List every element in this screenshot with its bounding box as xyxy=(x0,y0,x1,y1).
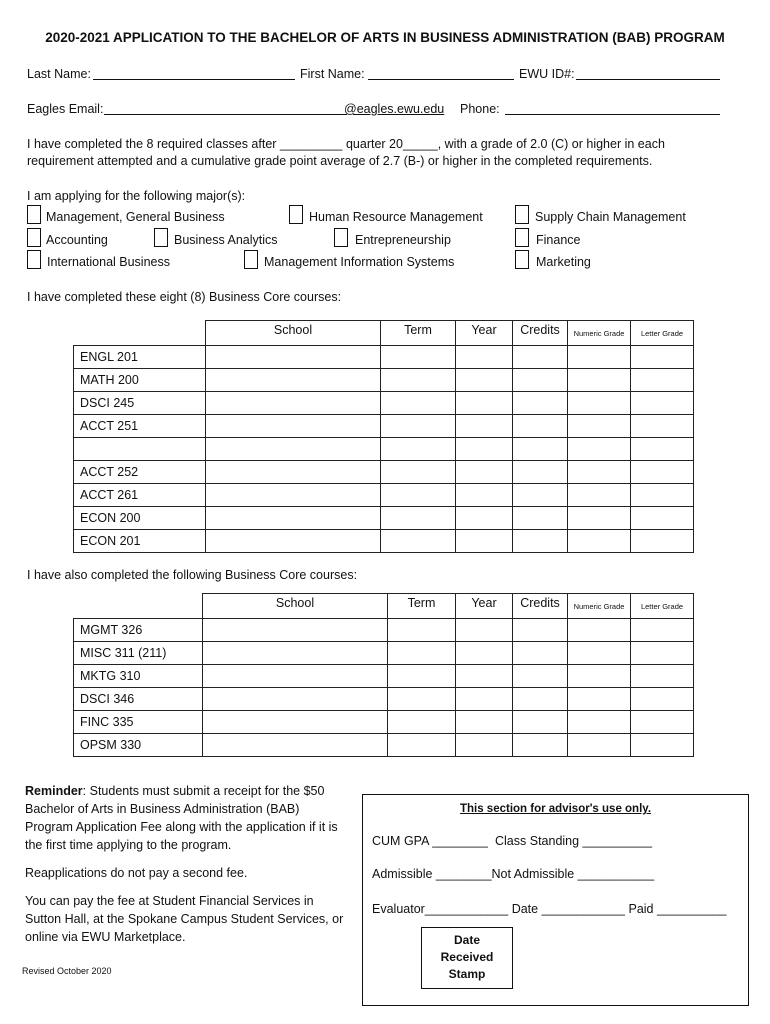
also-courses-table xyxy=(73,593,694,757)
term-cell[interactable] xyxy=(388,688,456,711)
major-label: Management, General Business xyxy=(46,210,225,224)
checkbox-accounting[interactable] xyxy=(27,228,41,247)
term-cell[interactable] xyxy=(381,369,456,392)
table-corner xyxy=(74,321,206,346)
school-cell[interactable] xyxy=(203,619,388,642)
table-row xyxy=(74,688,694,711)
col-credits: Credits xyxy=(513,594,568,619)
numeric-grade-cell[interactable] xyxy=(568,711,631,734)
year-cell[interactable] xyxy=(456,711,513,734)
term-cell[interactable] xyxy=(381,507,456,530)
table-header-row xyxy=(74,594,694,619)
table-row xyxy=(74,484,694,507)
table-header-row xyxy=(74,321,694,346)
term-cell[interactable] xyxy=(381,461,456,484)
phone-field[interactable] xyxy=(505,102,720,115)
page-title: 2020-2021 APPLICATION TO THE BACHELOR OF ARTS IN BUSINESS ADMINISTRATION (BAB) PROGRAM xyxy=(45,30,725,45)
stamp-line: Stamp xyxy=(448,967,486,981)
numeric-grade-cell[interactable] xyxy=(568,688,631,711)
school-cell[interactable] xyxy=(203,688,388,711)
year-cell[interactable] xyxy=(456,438,513,461)
major-label: Finance xyxy=(536,233,581,247)
numeric-grade-cell[interactable] xyxy=(568,665,631,688)
advisor-heading: This section for advisor's use only. xyxy=(459,803,652,815)
school-cell[interactable] xyxy=(203,665,388,688)
col-numeric-grade: Numeric Grade xyxy=(568,321,631,346)
course-code: DSCI 346 xyxy=(74,688,203,711)
term-cell[interactable] xyxy=(381,415,456,438)
school-cell[interactable] xyxy=(206,392,381,415)
course-code: OPSM 330 xyxy=(74,734,203,757)
table-row xyxy=(74,711,694,734)
checkbox-supply-chain[interactable] xyxy=(515,205,529,224)
credits-cell[interactable] xyxy=(513,688,568,711)
numeric-grade-cell[interactable] xyxy=(568,369,631,392)
stamp-line: Date xyxy=(453,933,480,947)
class-standing-field[interactable]: Class Standing __________ xyxy=(495,834,653,848)
reminder-text xyxy=(25,782,345,854)
advisor-section xyxy=(362,794,749,1006)
letter-grade-cell[interactable] xyxy=(631,688,694,711)
eagles-email-field[interactable] xyxy=(104,102,344,115)
col-year: Year xyxy=(456,594,513,619)
school-cell[interactable] xyxy=(206,415,381,438)
checkbox-management-general[interactable] xyxy=(27,205,41,224)
table-row xyxy=(74,461,694,484)
school-cell[interactable] xyxy=(206,507,381,530)
major-label: International Business xyxy=(47,255,170,269)
course-code: MKTG 310 xyxy=(74,665,203,688)
credits-cell[interactable] xyxy=(513,461,568,484)
first-name-label: First Name: xyxy=(300,67,365,81)
school-cell[interactable] xyxy=(203,711,388,734)
email-domain: @eagles.ewu.edu xyxy=(344,102,445,116)
credits-cell[interactable] xyxy=(513,711,568,734)
col-term: Term xyxy=(388,594,456,619)
table-row xyxy=(74,665,694,688)
credits-cell[interactable] xyxy=(513,346,568,369)
year-cell[interactable] xyxy=(456,665,513,688)
evaluator-date-paid-field[interactable]: Evaluator____________ Date ____________ Paid __________ xyxy=(372,902,727,916)
numeric-grade-cell[interactable] xyxy=(568,346,631,369)
checkbox-international-business[interactable] xyxy=(27,250,41,269)
term-cell[interactable] xyxy=(381,392,456,415)
letter-grade-cell[interactable] xyxy=(631,507,694,530)
col-letter-grade: Letter Grade xyxy=(631,594,694,619)
course-code: MISC 311 (211) xyxy=(74,642,203,665)
credits-cell[interactable] xyxy=(513,415,568,438)
col-year: Year xyxy=(456,321,513,346)
school-cell[interactable] xyxy=(206,346,381,369)
school-cell[interactable] xyxy=(203,642,388,665)
table-row xyxy=(74,642,694,665)
term-cell[interactable] xyxy=(381,484,456,507)
school-cell[interactable] xyxy=(206,461,381,484)
term-cell[interactable] xyxy=(388,642,456,665)
school-cell[interactable] xyxy=(203,734,388,757)
letter-grade-cell[interactable] xyxy=(631,619,694,642)
letter-grade-cell[interactable] xyxy=(631,484,694,507)
major-label: Human Resource Management xyxy=(309,210,483,224)
table-row xyxy=(74,734,694,757)
statement-line-1: I have completed the 8 required classes after _________ quarter 20_____, with a grade of 2.0 (C) or higher in each xyxy=(27,137,665,151)
ewu-id-field[interactable] xyxy=(576,67,720,80)
credits-cell[interactable] xyxy=(513,665,568,688)
course-code: ECON 201 xyxy=(74,530,206,553)
year-cell[interactable] xyxy=(456,392,513,415)
term-cell[interactable] xyxy=(388,619,456,642)
core-prompt: I have completed these eight (8) Business Core courses: xyxy=(27,290,342,304)
numeric-grade-cell[interactable] xyxy=(568,484,631,507)
table-row xyxy=(74,346,694,369)
credits-cell[interactable] xyxy=(513,619,568,642)
checkbox-business-analytics[interactable] xyxy=(154,228,168,247)
statement-line-2: requirement attempted and a cumulative grade point average of 2.7 (B-) or higher in the completed requirements. xyxy=(27,154,653,168)
school-cell[interactable] xyxy=(206,530,381,553)
school-cell[interactable] xyxy=(206,369,381,392)
credits-cell[interactable] xyxy=(513,438,568,461)
col-numeric-grade: Numeric Grade xyxy=(568,594,631,619)
reminder-label: Reminder xyxy=(25,784,83,798)
col-credits: Credits xyxy=(513,321,568,346)
numeric-grade-cell[interactable] xyxy=(568,530,631,553)
table-row xyxy=(74,369,694,392)
core-courses-table xyxy=(73,320,694,553)
checkbox-finance[interactable] xyxy=(515,228,529,247)
letter-grade-cell[interactable] xyxy=(631,369,694,392)
reminder-body: : Students must submit a receipt for the $50 Bachelor of Arts in Business Administration (BAB) Program Application Fee along with the application if it is the first time applying to the program. xyxy=(25,784,338,852)
checkbox-human-resource[interactable] xyxy=(289,205,303,224)
letter-grade-cell[interactable] xyxy=(631,711,694,734)
numeric-grade-cell[interactable] xyxy=(568,438,631,461)
year-cell[interactable] xyxy=(456,530,513,553)
checkbox-mis[interactable] xyxy=(244,250,258,269)
course-code: MATH 200 xyxy=(74,369,206,392)
table-row xyxy=(74,438,694,461)
last-name-field[interactable] xyxy=(93,67,295,80)
major-label: Accounting xyxy=(46,233,108,247)
table-corner xyxy=(74,594,203,619)
year-cell[interactable] xyxy=(456,619,513,642)
stamp-line: Received xyxy=(440,950,494,964)
letter-grade-cell[interactable] xyxy=(631,415,694,438)
majors-prompt: I am applying for the following major(s): xyxy=(27,189,246,203)
course-code: ENGL 201 xyxy=(74,346,206,369)
term-cell[interactable] xyxy=(388,665,456,688)
major-label: Marketing xyxy=(536,255,591,269)
payment-note: You can pay the fee at Student Financial Services in Sutton Hall, at the Spokane Campus Student Services, or online via EWU Marketplace. xyxy=(25,894,344,944)
reminder-block xyxy=(25,782,345,956)
school-cell[interactable] xyxy=(206,438,381,461)
letter-grade-cell[interactable] xyxy=(631,392,694,415)
credits-cell[interactable] xyxy=(513,392,568,415)
date-received-stamp-box xyxy=(421,927,513,989)
credits-cell[interactable] xyxy=(513,642,568,665)
table-row xyxy=(74,415,694,438)
phone-label: Phone: xyxy=(460,102,500,116)
term-cell[interactable] xyxy=(381,530,456,553)
letter-grade-cell[interactable] xyxy=(631,665,694,688)
letter-grade-cell[interactable] xyxy=(631,734,694,757)
credits-cell[interactable] xyxy=(513,734,568,757)
term-cell[interactable] xyxy=(388,711,456,734)
col-letter-grade: Letter Grade xyxy=(631,321,694,346)
col-term: Term xyxy=(381,321,456,346)
year-cell[interactable] xyxy=(456,346,513,369)
table-row xyxy=(74,619,694,642)
credits-cell[interactable] xyxy=(513,530,568,553)
year-cell[interactable] xyxy=(456,507,513,530)
major-label: Business Analytics xyxy=(174,233,278,247)
course-code: ACCT 252 xyxy=(74,461,206,484)
year-cell[interactable] xyxy=(456,642,513,665)
term-cell[interactable] xyxy=(388,734,456,757)
credits-cell[interactable] xyxy=(513,369,568,392)
course-code xyxy=(74,438,206,461)
letter-grade-cell[interactable] xyxy=(631,530,694,553)
letter-grade-cell[interactable] xyxy=(631,461,694,484)
course-code: DSCI 245 xyxy=(74,392,206,415)
numeric-grade-cell[interactable] xyxy=(568,619,631,642)
checkbox-entrepreneurship[interactable] xyxy=(334,228,348,247)
col-school: School xyxy=(203,594,388,619)
letter-grade-cell[interactable] xyxy=(631,642,694,665)
course-code: FINC 335 xyxy=(74,711,203,734)
term-cell[interactable] xyxy=(381,438,456,461)
eagles-email-label: Eagles Email: xyxy=(27,102,104,116)
year-cell[interactable] xyxy=(456,369,513,392)
credits-cell[interactable] xyxy=(513,484,568,507)
letter-grade-cell[interactable] xyxy=(631,438,694,461)
numeric-grade-cell[interactable] xyxy=(568,415,631,438)
term-cell[interactable] xyxy=(381,346,456,369)
col-school: School xyxy=(206,321,381,346)
letter-grade-cell[interactable] xyxy=(631,346,694,369)
admissible-field[interactable]: Admissible ________Not Admissible ___________ xyxy=(372,867,655,881)
school-cell[interactable] xyxy=(206,484,381,507)
last-name-label: Last Name: xyxy=(27,67,91,81)
year-cell[interactable] xyxy=(456,688,513,711)
course-code: ACCT 251 xyxy=(74,415,206,438)
cum-gpa-field[interactable]: CUM GPA ________ xyxy=(372,834,488,848)
also-prompt: I have also completed the following Business Core courses: xyxy=(27,568,358,582)
checkbox-marketing[interactable] xyxy=(515,250,529,269)
year-cell[interactable] xyxy=(456,461,513,484)
numeric-grade-cell[interactable] xyxy=(568,507,631,530)
course-code: ACCT 261 xyxy=(74,484,206,507)
year-cell[interactable] xyxy=(456,734,513,757)
numeric-grade-cell[interactable] xyxy=(568,461,631,484)
first-name-field[interactable] xyxy=(368,67,514,80)
year-cell[interactable] xyxy=(456,484,513,507)
course-code: MGMT 326 xyxy=(74,619,203,642)
ewu-id-label: EWU ID#: xyxy=(519,67,575,81)
major-label: Entrepreneurship xyxy=(355,233,451,247)
table-row xyxy=(74,530,694,553)
numeric-grade-cell[interactable] xyxy=(568,734,631,757)
table-row xyxy=(74,392,694,415)
year-cell[interactable] xyxy=(456,415,513,438)
credits-cell[interactable] xyxy=(513,507,568,530)
major-label: Management Information Systems xyxy=(264,255,455,269)
numeric-grade-cell[interactable] xyxy=(568,642,631,665)
numeric-grade-cell[interactable] xyxy=(568,392,631,415)
table-row xyxy=(74,507,694,530)
major-label: Supply Chain Management xyxy=(535,210,686,224)
course-code: ECON 200 xyxy=(74,507,206,530)
reapply-note: Reapplications do not pay a second fee. xyxy=(25,866,248,880)
revised-date: Revised October 2020 xyxy=(22,966,112,976)
